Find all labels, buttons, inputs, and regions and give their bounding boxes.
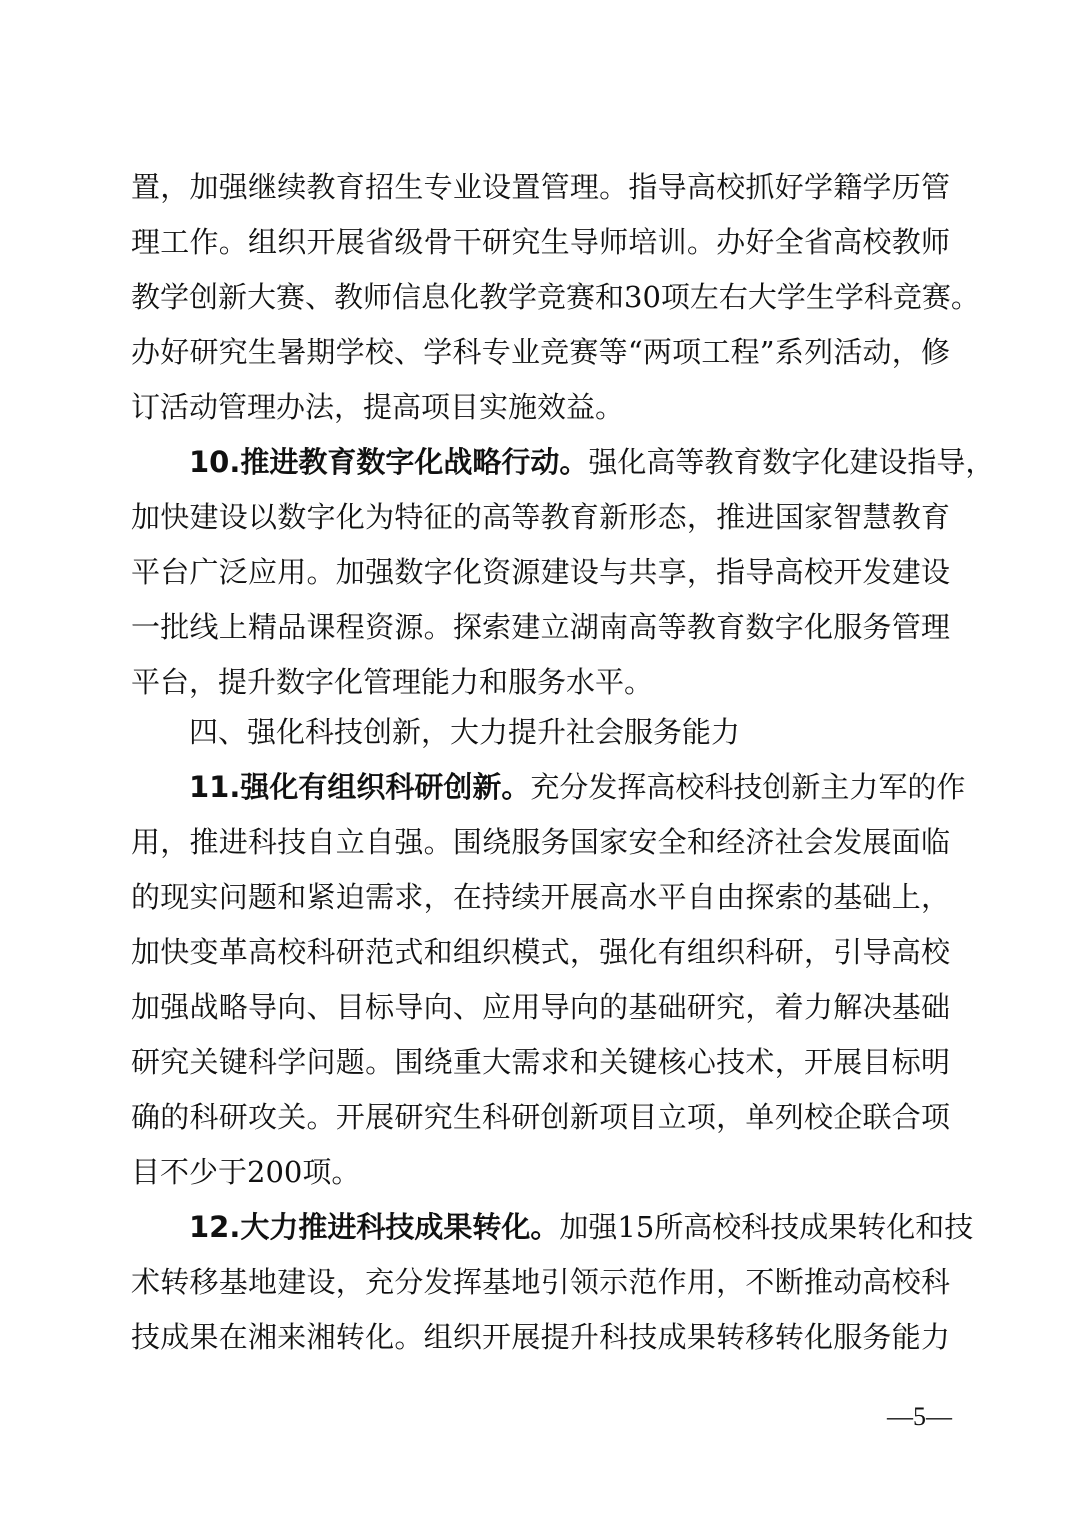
body-text-line: 订活动管理办法，提高项目实施效益。 [131,390,625,424]
body-text-line: 确的科研攻关。开展研究生科研创新项目立项，单列校企联合项 [131,1100,950,1134]
item-11-title: 11.强化有组织科研创新。 [189,770,531,804]
item-11-first-line [189,767,966,807]
body-text-line: 理工作。组织开展省级骨干研究生导师培训。办好全省高校教师 [131,225,950,259]
item-11-first-text: 充分发挥高校科技创新主力军的作 [530,770,966,804]
item-10-title: 10.推进教育数字化战略行动。 [189,445,589,479]
item-10-first-line [189,442,995,482]
item-12-title: 12.大力推进科技成果转化。 [189,1210,560,1244]
body-text-line: 用，推进科技自立自强。围绕服务国家安全和经济社会发展面临 [131,825,950,859]
body-text-line: 加快变革高校科研范式和组织模式，强化有组织科研，引导高校 [131,935,950,969]
body-text-line: 技成果在湘来湘转化。组织开展提升科技成果转移转化服务能力 [131,1320,950,1354]
section-heading: 四、强化科技创新，大力提升社会服务能力 [189,715,741,749]
body-text-line: 平台广泛应用。加强数字化资源建设与共享，指导高校开发建设 [131,555,950,589]
item-10-first-text: 强化高等教育数字化建设指导， [588,445,995,479]
body-text-line: 加强战略导向、目标导向、应用导向的基础研究，着力解决基础 [131,990,950,1024]
body-text-line: 研究关键科学问题。围绕重大需求和关键核心技术，开展目标明 [131,1045,950,1079]
body-text-line: 术转移基地建设，充分发挥基地引领示范作用，不断推动高校科 [131,1265,950,1299]
body-text-line: 一批线上精品课程资源。探索建立湖南高等教育数字化服务管理 [131,610,950,644]
item-12-first-text: 加强15所高校科技成果转化和技 [559,1210,974,1244]
body-text-line: 加快建设以数字化为特征的高等教育新形态，推进国家智慧教育 [131,500,950,534]
body-text-line: 置，加强继续教育招生专业设置管理。指导高校抓好学籍学历管 [131,170,950,204]
body-text-line: 目不少于200项。 [131,1155,361,1189]
body-text-line: 平台，提升数字化管理能力和服务水平。 [131,665,654,699]
body-text-line: 教学创新大赛、教师信息化教学竞赛和30项左右大学生学科竞赛。 [131,280,980,314]
item-12-first-line [189,1207,974,1247]
page-number: —5— [887,1402,952,1431]
body-text-line: 办好研究生暑期学校、学科专业竞赛等“两项工程”系列活动，修 [131,335,950,369]
body-text-line: 的现实问题和紧迫需求，在持续开展高水平自由探索的基础上， [131,880,950,914]
